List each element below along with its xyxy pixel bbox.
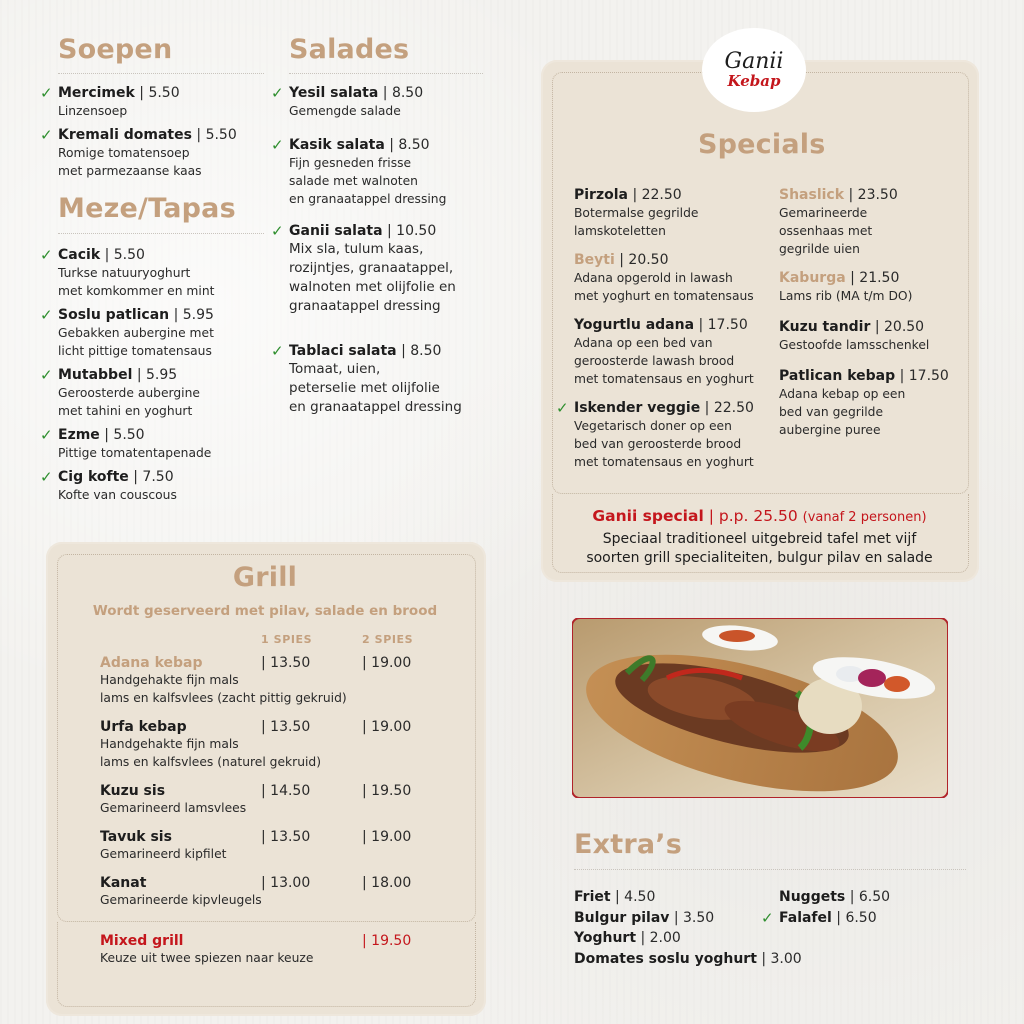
divider: [58, 233, 264, 234]
list-item: ✓ Soslu patlican | 5.95 Gebakken aubergine met licht pittige tomatensaus: [40, 306, 214, 358]
food-photo: [572, 618, 948, 798]
list-item: Patlican kebap | 17.50 Adana kebap op een bed van gegrilde aubergine puree: [779, 368, 949, 437]
logo: [702, 28, 806, 112]
logo-subtext: Kebap: [727, 72, 781, 90]
list-item: Shaslick | 23.50 Gemarineerde ossenhaas met gegrilde uien: [779, 187, 898, 256]
list-item: ✓ Yesil salata | 8.50 Gemengde salade: [271, 84, 424, 118]
mixed-grill-row: Mixed grill | 19.50 Keuze uit twee spiezen naar keuze: [100, 933, 412, 965]
col-header-2-spies: 2 SPIES: [362, 633, 414, 646]
specials-title: Specials: [698, 129, 826, 160]
logo-text: Ganii: [724, 49, 784, 74]
check-icon: ✓: [40, 84, 53, 102]
ganii-special-note: (vanaf 2 personen): [802, 510, 927, 525]
ganii-special: [552, 506, 967, 528]
list-item: Beyti | 20.50 Adana opgerold in lawash met yoghurt en tomatensaus: [574, 252, 754, 303]
check-icon: ✓: [40, 246, 53, 264]
check-icon: ✓: [556, 399, 569, 417]
ganii-special-price: | p.p. 25.50: [708, 507, 798, 525]
grill-subtitle: Wordt geserveerd met pilav, salade en brood: [92, 603, 438, 619]
list-item: ✓ Cig kofte | 7.50 Kofte van couscous: [40, 468, 177, 502]
list-item: ✓ Ezme | 5.50 Pittige tomatentapenade: [40, 426, 212, 460]
check-icon: ✓: [271, 222, 284, 240]
check-icon: ✓: [40, 126, 53, 144]
check-icon: ✓: [271, 136, 284, 154]
list-item: ✓ Mutabbel | 5.95 Geroosterde aubergine met tahini en yoghurt: [40, 366, 200, 418]
table-row: Urfa kebap | 13.50 | 19.00 Handgehakte fijn mals lams en kalfsvlees (naturel gekruid): [100, 719, 412, 769]
table-row: Kuzu sis | 14.50 | 19.50 Gemarineerd lamsvlees: [100, 783, 412, 815]
check-icon: ✓: [271, 84, 284, 102]
col-header-1-spies: 1 SPIES: [261, 633, 313, 646]
grill-title: Grill: [232, 562, 298, 593]
soepen-title: Soepen: [58, 34, 173, 65]
divider: [574, 869, 966, 870]
list-item: Kuzu tandir | 20.50 Gestoofde lamsschenkel: [779, 319, 930, 352]
list-item: ✓ Mercimek | 5.50 Linzensoep: [40, 84, 180, 118]
list-item: Kaburga | 21.50 Lams rib (MA t/m DO): [779, 270, 913, 303]
salades-title: Salades: [289, 34, 410, 65]
list-item: ✓ Cacik | 5.50 Turkse natuuryoghurt met komkommer en mint: [40, 246, 215, 298]
list-item: ✓ Kasik salata | 8.50 Fijn gesneden frisse salade met walnoten en granaatappel dressing: [271, 136, 447, 206]
list-item: Yogurtlu adana | 17.50 Adana op een bed van geroosterde lawash brood met tomatensaus en yoghurt: [574, 317, 754, 386]
extras-title: Extra’s: [574, 829, 683, 860]
divider: [289, 73, 483, 74]
list-item: ✓ Falafel | 6.50: [761, 909, 877, 927]
check-icon: ✓: [40, 468, 53, 486]
list-item: ✓ Tablaci salata | 8.50 Tomaat, uien, peterselie met olijfolie en granaatappel dressing: [271, 342, 462, 415]
ganii-special-name: Ganii special: [592, 507, 704, 525]
table-row: Tavuk sis | 13.50 | 19.00 Gemarineerd kipfilet: [100, 829, 412, 861]
table-row: Adana kebap | 13.50 | 19.00 Handgehakte fijn mals lams en kalfsvlees (zacht pittig gekruid): [100, 655, 412, 705]
table-row: Kanat | 13.00 | 18.00 Gemarineerde kipvleugels: [100, 875, 412, 907]
list-item: ✓ Iskender veggie | 22.50 Vegetarisch doner op een bed van geroosterde brood met tomatensaus en yoghurt: [556, 399, 754, 469]
list-item: ✓ Ganii salata | 10.50 Mix sla, tulum kaas, rozijntjes, granaatappel, walnoten met olijfolie en granaatappel dressing: [271, 222, 456, 314]
list-item: Pirzola | 22.50 Botermalse gegrilde lamskoteletten: [574, 187, 699, 238]
meze-title: Meze/Tapas: [58, 193, 236, 224]
divider: [58, 73, 264, 74]
check-icon: ✓: [40, 366, 53, 384]
check-icon: ✓: [761, 909, 774, 927]
list-item: Friet | 4.50: [574, 889, 656, 905]
list-item: Nuggets | 6.50: [779, 889, 891, 905]
list-item: Yoghurt | 2.00: [574, 930, 681, 946]
ganii-special-desc: Speciaal traditioneel uitgebreid tafel met vijf soorten grill specialiteiten, bulgur pilav en salade: [586, 531, 933, 566]
check-icon: ✓: [271, 342, 284, 360]
list-item: ✓ Kremali domates | 5.50 Romige tomatensoep met parmezaanse kaas: [40, 126, 237, 178]
check-icon: ✓: [40, 306, 53, 324]
check-icon: ✓: [40, 426, 53, 444]
list-item: Bulgur pilav | 3.50: [574, 910, 715, 926]
list-item: Domates soslu yoghurt | 3.00: [574, 951, 802, 967]
